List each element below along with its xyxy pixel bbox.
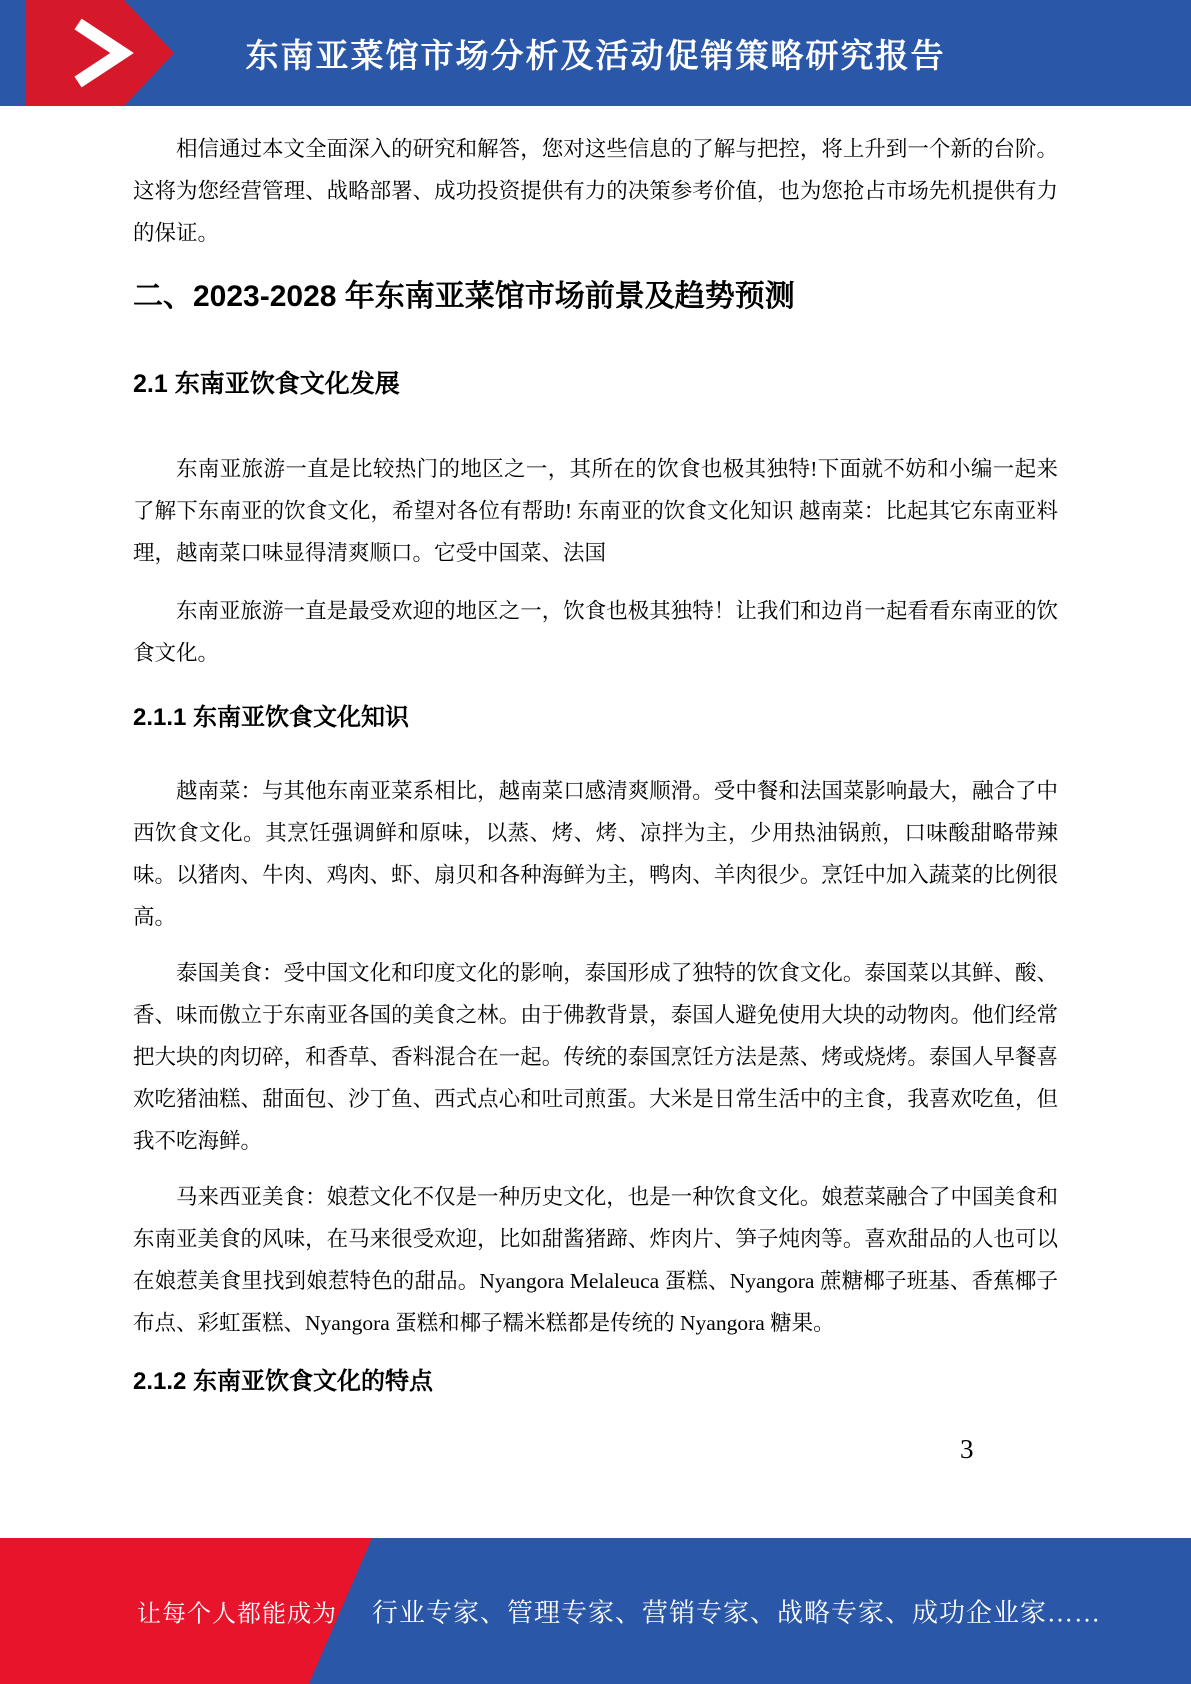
report-title: 东南亚菜馆市场分析及活动促销策略研究报告 xyxy=(245,36,946,74)
section-heading-2-1: 2.1 东南亚饮食文化发展 xyxy=(133,370,400,398)
paragraph-malaysia: 马来西亚美食：娘惹文化不仅是一种历史文化，也是一种饮食文化。娘惹菜融合了中国美食和东南亚美食的风味，在马来很受欢迎，比如甜酱猪蹄、炸肉片、笋子炖肉等。喜欢甜品的人也可以在娘惹美食里找到娘惹特色的甜品。Nyangora Melaleuca 蛋糕、Nyangora 蔗糖椰子班基、香蕉椰子布点、彩虹蛋糕、Nyangora 蛋糕和椰子糯米糕都是传统的 Nyangora 糖果。 xyxy=(133,1185,1058,1335)
chapter-heading: 二、2023-2028 年东南亚菜馆市场前景及趋势预测 xyxy=(133,280,795,313)
section-heading-2-1-1: 2.1.1 东南亚饮食文化知识 xyxy=(133,704,410,731)
paragraph: 东南亚旅游一直是最受欢迎的地区之一，饮食也极其独特！让我们和边肖一起看看东南亚的饮食文化。 xyxy=(133,599,1058,665)
paragraph-thailand: 泰国美食：受中国文化和印度文化的影响，泰国形成了独特的饮食文化。泰国菜以其鲜、酸、香、味而傲立于东南亚各国的美食之林。由于佛教背景，泰国人避免使用大块的动物肉。他们经常把大块的肉切碎，和香草、香料混合在一起。传统的泰国烹饪方法是蒸、烤或烧烤。泰国人早餐喜欢吃猪油糕、甜面包、沙丁鱼、西式点心和吐司煎蛋。大米是日常生活中的主食，我喜欢吃鱼，但我不吃海鲜。 xyxy=(133,961,1058,1153)
footer-slogan-left: 让每个人都能成为 xyxy=(137,1600,337,1628)
red-arrow-icon xyxy=(26,0,176,106)
page-header xyxy=(0,0,1191,106)
footer-slogan-right: 行业专家、管理专家、营销专家、战略专家、成功企业家…… xyxy=(372,1598,1102,1628)
page-number: 3 xyxy=(960,1434,974,1464)
section-heading-2-1-2: 2.1.2 东南亚饮食文化的特点 xyxy=(133,1368,434,1395)
document-body xyxy=(0,106,1191,1402)
page-footer xyxy=(0,1538,1191,1684)
paragraph: 东南亚旅游一直是比较热门的地区之一，其所在的饮食也极其独特!下面就不妨和小编一起来了解下东南亚的饮食文化，希望对各位有帮助! 东南亚的饮食文化知识 越南菜：比起其它东南亚料理，越南菜口味显得清爽顺口。它受中国菜、法国 xyxy=(133,457,1058,565)
paragraph-vietnam: 越南菜：与其他东南亚菜系相比，越南菜口感清爽顺滑。受中餐和法国菜影响最大，融合了中西饮食文化。其烹饪强调鲜和原味，以蒸、烤、烤、凉拌为主，少用热油锅煎，口味酸甜略带辣味。以猪肉、牛肉、鸡肉、虾、扇贝和各种海鲜为主，鸭肉、羊肉很少。烹饪中加入蔬菜的比例很高。 xyxy=(133,779,1058,929)
intro-paragraph: 相信通过本文全面深入的研究和解答，您对这些信息的了解与把控，将上升到一个新的台阶。这将为您经营管理、战略部署、成功投资提供有力的决策参考价值，也为您抢占市场先机提供有力的保证。 xyxy=(133,137,1058,245)
